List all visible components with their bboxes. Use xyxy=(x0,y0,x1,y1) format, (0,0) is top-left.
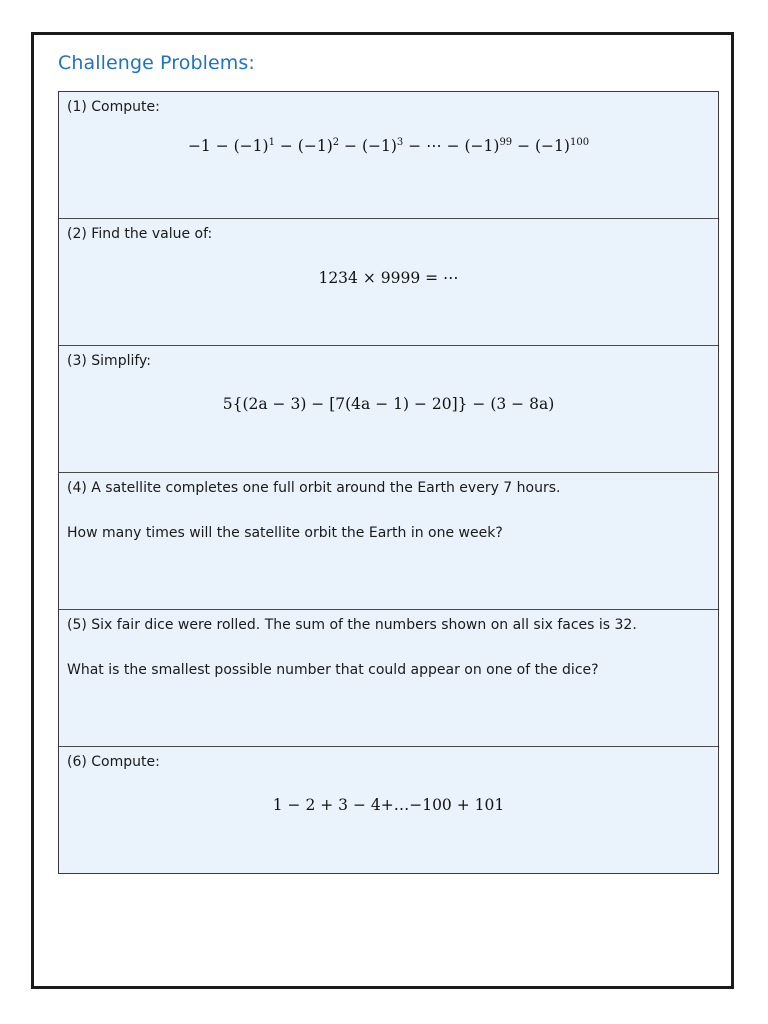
problem-1-formula: $-1 - (-1)^1 - (-1)^2 - (-1)^3$ − ⋯ − $(-1)^{99} - (-1)^{100}$ xyxy=(187,137,590,155)
problem-2-formula: 1234 × 9999 = ⋯ xyxy=(318,269,459,287)
problem-3-prompt: (3) Simplify: xyxy=(67,353,152,369)
problem-5-prompt: (5) Six fair dice were rolled. The sum of the numbers shown on all six faces is 32. xyxy=(67,617,637,633)
problem-6-prompt: (6) Compute: xyxy=(67,754,160,770)
problem-3-formula: 5{(2a − 3) − [7(4a − 1) − 20]} − (3 − 8a) xyxy=(222,395,555,413)
problem-6-formula: 1 − 2 + 3 − 4+…−100 + 101 xyxy=(272,796,505,814)
problem-4-prompt: (4) A satellite completes one full orbit around the Earth every 7 hours. xyxy=(67,480,561,496)
problem-4-question: How many times will the satellite orbit the Earth in one week? xyxy=(67,525,503,541)
problem-3 xyxy=(59,346,718,473)
problem-6 xyxy=(59,747,718,873)
problem-5 xyxy=(59,610,718,747)
page-title: Challenge Problems: xyxy=(58,52,255,74)
problem-2-prompt: (2) Find the value of: xyxy=(67,226,213,242)
problem-1-prompt: (1) Compute: xyxy=(67,99,160,115)
problem-4 xyxy=(59,473,718,610)
problem-list xyxy=(58,91,719,874)
problem-5-question: What is the smallest possible number that could appear on one of the dice? xyxy=(67,662,599,678)
problem-1 xyxy=(59,92,718,219)
problem-2 xyxy=(59,219,718,346)
